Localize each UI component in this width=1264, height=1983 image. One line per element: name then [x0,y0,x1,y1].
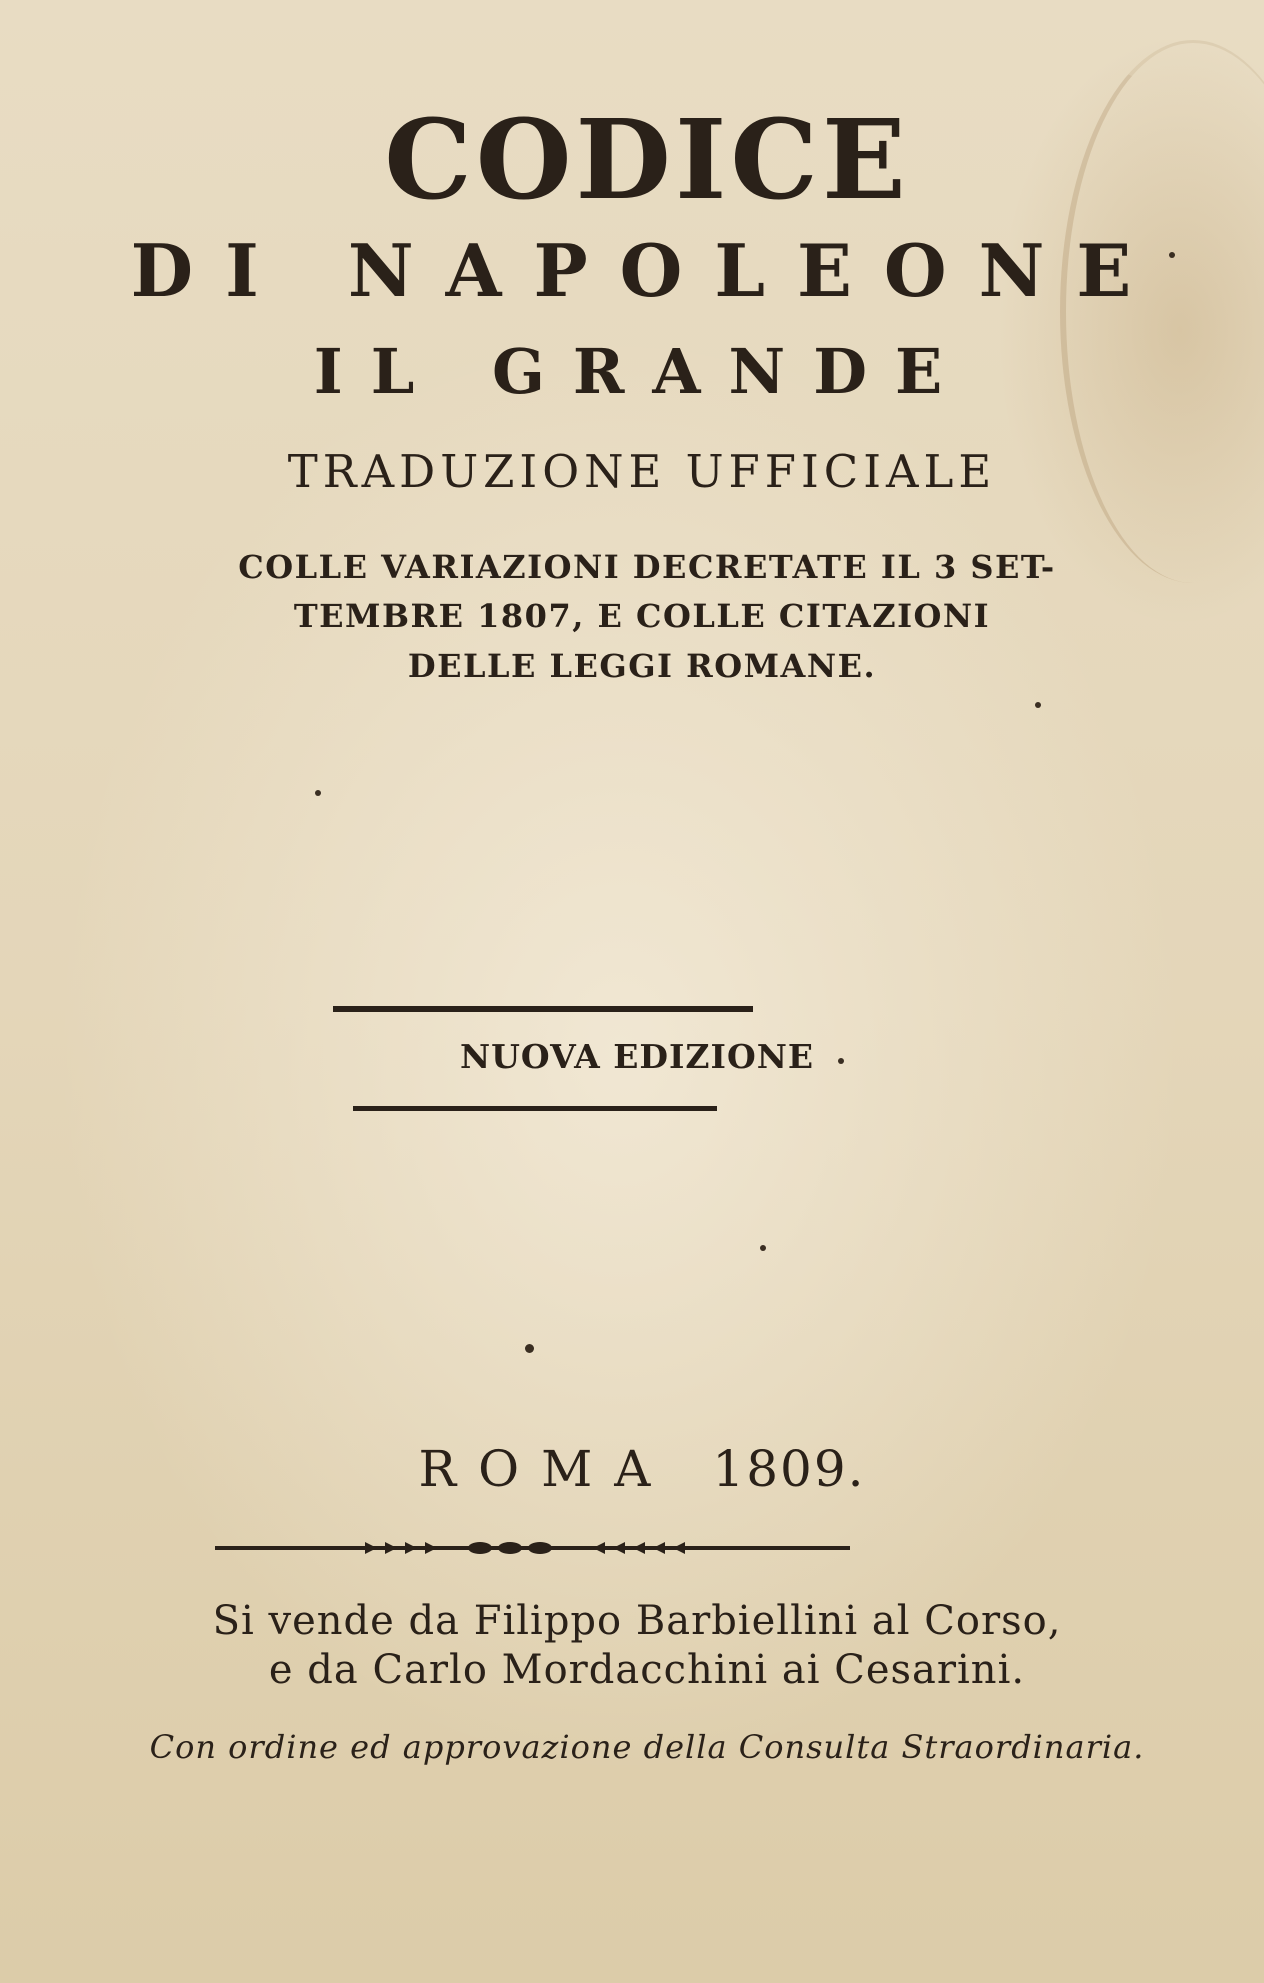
subtitle-line-2: TEMBRE 1807, E COLLE CITAZIONI [293,597,991,635]
title-line-1: CODICE [384,95,910,224]
subtitle-line-3: DELLE LEGGI ROMANE. [407,647,877,685]
approval-line: Con ordine ed approvazione della Consulta Straordinaria. [149,1728,1145,1766]
ornamental-rule [215,1538,850,1558]
ink-speck [760,1245,766,1251]
imprint [0,1440,1264,1498]
ink-speck [315,790,321,796]
ink-speck [1035,702,1041,708]
ink-speck [1169,252,1175,258]
edition-rule-top [333,1006,753,1012]
imprint-year: 1809. [712,1440,866,1498]
edition-label: NUOVA EDIZIONE [459,1037,815,1076]
imprint-city: ROMA [418,1440,673,1498]
subtitle-line-1: COLLE VARIAZIONI DECRETATE IL 3 SET- [238,548,1056,586]
seller-line-2: e da Carlo Mordacchini ai Cesarini. [268,1647,1026,1693]
title-line-3: IL GRANDE [313,335,971,408]
ink-speck [525,1344,534,1353]
seller-line-1: Si vende da Filippo Barbiellini al Corso, [212,1598,1062,1644]
title-line-2: DI NAPOLEONE [130,228,1164,313]
ink-speck [838,1058,844,1064]
edition-rule-bottom [353,1106,717,1111]
title-line-4: TRADUZIONE UFFICIALE [287,445,997,498]
